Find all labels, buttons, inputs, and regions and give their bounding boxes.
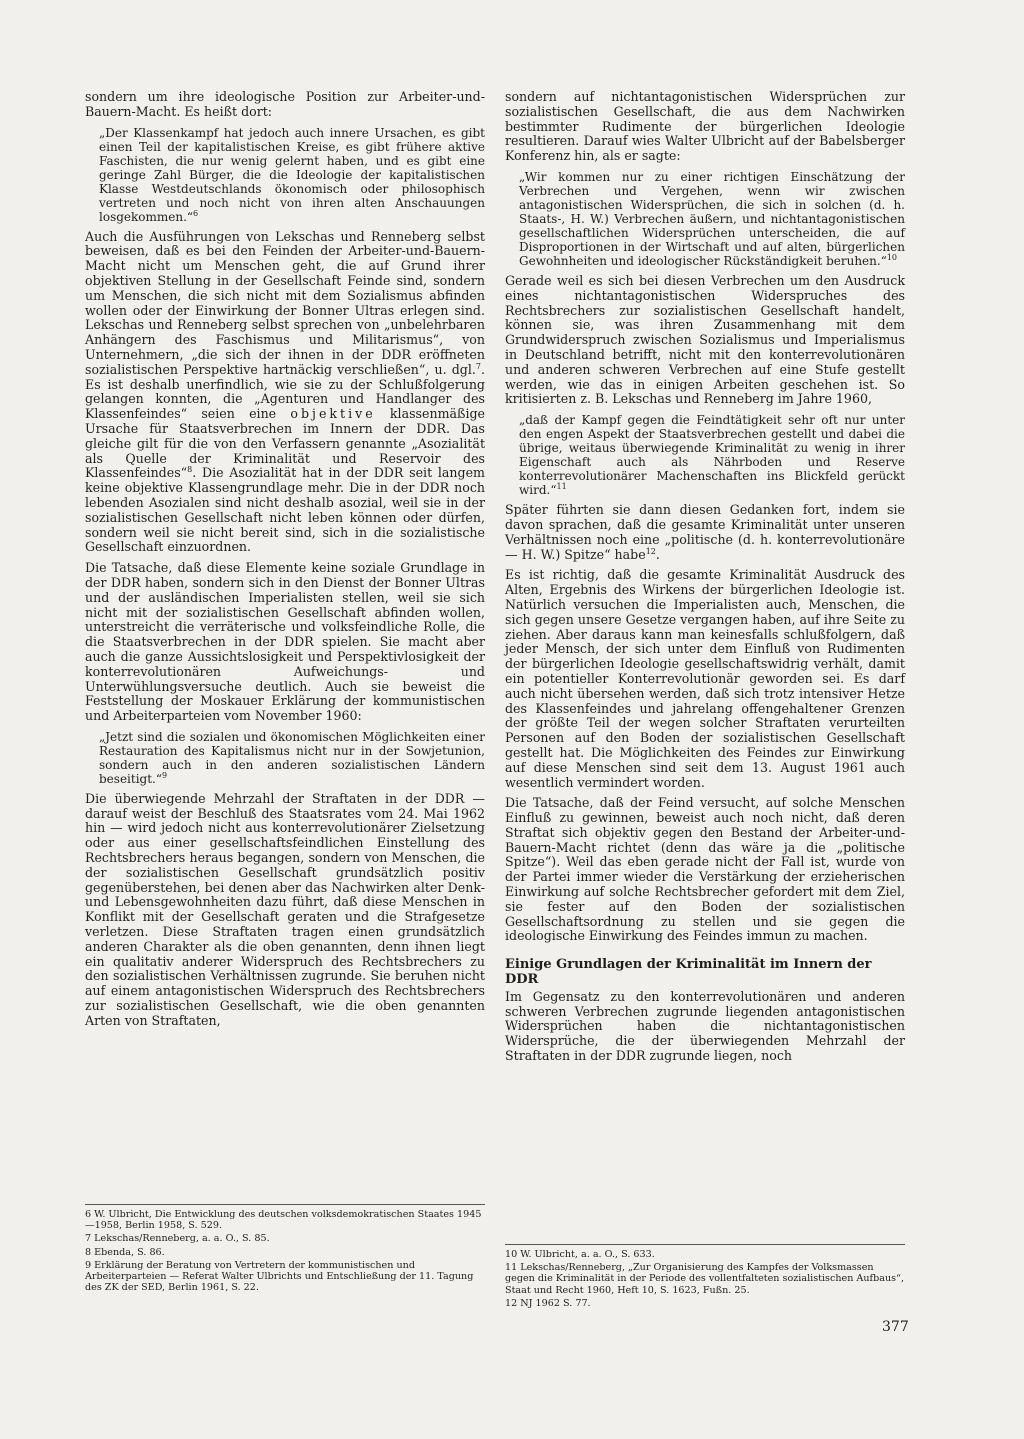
emphasized-word: objektive bbox=[290, 406, 376, 422]
paragraph bbox=[505, 796, 905, 944]
footnote-ref: 9 bbox=[162, 770, 168, 780]
footnote: 9 Erklärung der Beratung von Vertretern der kommunistischen und Arbeiterparteien — Referat Walter Ulbrichts und Entschließung der 11. Tagung des ZK der SED, Berlin 1961, S. 22. bbox=[85, 1259, 474, 1294]
footnote: 8 Ebenda, S. 86. bbox=[85, 1246, 165, 1258]
paragraph-text: Es ist richtig, daß die gesamte Kriminalität Ausdruck des Alten, Ergebnis des Wirkens der bürgerlichen Ideologie ist. Natürlich versuchen die Imperialisten auch, Menschen, die sich gegen unsere Gesetze vergangen haben, auf ihre Seite zu ziehen. Aber daraus kann man keinesfalls schlußfolgern, daß jeder Mensch, der sich unter dem Einfluß von Rudimenten der bürgerlichen Ideologie gesellschaftswidrig verhält, damit ein potentieller Konterrevolutionär geworden sei. Es darf auch nicht übersehen werden, daß sich trotz intensiver Hetze des Klassenfeindes und jahrelang offengehaltener Grenzen der größte Teil der wegen solcher Straftaten verurteilten Personen auf den Boden der sozialistischen Gesellschaft gestellt hat. Die Möglichkeiten des Feindes zur Einwirkung auf diese Menschen sind seit dem 13. August 1961 auch wesentlich vermindert worden. bbox=[505, 567, 905, 790]
paragraph-text: Die Tatsache, daß diese Elemente keine soziale Grundlage in der DDR haben, sondern sich in den Dienst der Bonner Ultras und der ausländischen Imperialisten stellen, weil sie sich nicht mit der sozialistischen Gesellschaft abfinden wollen, unterstreicht die verräterische und volksfeindliche Rolle, die die Staatsverbrechen in der DDR spielen. Sie macht aber auch die ganze Aussichtslosigkeit und Perspektivlosigkeit der konterrevolutionären Aufweichungs- und Unterwühlungsversuche deutlich. Auch sie beweist die Feststellung der Moskauer Erklärung der kommunistischen und Arbeiterparteien vom November 1960: bbox=[85, 560, 485, 724]
paragraph bbox=[505, 90, 905, 164]
footnote-ref: 12 bbox=[645, 546, 656, 556]
footnote-ref: 7 bbox=[475, 361, 481, 371]
paragraph-text: . Die Asozialität hat in der DDR seit langem keine objektive Klassengrundlage mehr. Die in der DDR noch lebenden Asozialen sind nicht deshalb asozial, weil sie in der sozialistischen Gesellschaft nicht leben können oder dürfen, sondern weil sie nicht bereit sind, sich in die sozialistische Gesellschaft einzuordnen. bbox=[85, 465, 485, 555]
paragraph bbox=[85, 90, 485, 120]
paragraph bbox=[85, 792, 485, 1029]
quotation bbox=[519, 413, 905, 497]
footnote: 6 W. Ulbricht, Die Entwicklung des deutschen volksdemokratischen Staates 1945—1958, Berlin 1958, S. 529. bbox=[85, 1209, 482, 1232]
right-column bbox=[505, 90, 905, 1070]
paragraph-text: Auch die Ausführungen von Lekschas und Renneberg selbst beweisen, daß es bei den Feinden der Arbeiter-und-Bauern-Macht nicht um Menschen geht, die auf Grund ihrer objektiven Stellung in der Gesellschaft Feinde sind, sondern um Menschen, die sich nicht mit dem Sozialismus abfinden wollen oder der Einwirkung der Bonner Ultras erlegen sind. Lekschas und Renneberg selbst sprechen von „unbelehrbaren Anhängern des Faschismus und Militarismus“, von Unternehmern, „die sich der ihnen in der DDR eröffneten sozialistischen Perspektive hartnäckig verschließen“, u. dgl. bbox=[85, 228, 485, 377]
footnote: 7 Lekschas/Renneberg, a. a. O., S. 85. bbox=[85, 1233, 270, 1245]
paragraph bbox=[505, 503, 905, 562]
paragraph-text: sondern auf nichtantagonistischen Widersprüchen zur sozialistischen Gesellschaft, die aus dem Nachwirken bestimmter Rudimente der bürgerlichen Ideologie resultieren. Darauf wies Walter Ulbricht auf der Babelsberger Konferenz hin, als er sagte: bbox=[505, 89, 905, 164]
paragraph bbox=[85, 561, 485, 724]
footnote: 12 NJ 1962 S. 77. bbox=[505, 1297, 591, 1309]
paragraph bbox=[505, 568, 905, 790]
quotation-text: „Der Klassenkampf hat jedoch auch innere Ursachen, es gibt einen Teil der kapitalistischen Kreise, es gibt frühere aktive Faschisten, die nur wenig gelernt haben, und es gibt eine geringe Zahl Bürger, die die Ideologie der kapitalistischen Klasse Westdeutschlands ökonomisch oder philosophisch vertreten und noch nicht von ihren alten Anschauungen losgekommen.“ bbox=[99, 125, 485, 224]
paragraph-text: Später führten sie dann diesen Gedanken fort, indem sie davon sprachen, daß die gesamte Kriminalität unter unseren Verhältnissen noch eine „politische (d. h. konterrevolutionäre — H. W.) Spitze“ habe bbox=[505, 502, 905, 562]
paragraph bbox=[85, 230, 485, 556]
quotation bbox=[519, 170, 905, 268]
paragraph-text: Die Tatsache, daß der Feind versucht, auf solche Menschen Einfluß zu gewinnen, beweist auch noch nicht, daß deren Straftat sich objektiv gegen den Bestand der Arbeiter-und-Bauern-Macht richtet (denn das wäre ja die „politische Spitze“). Weil das eben gerade nicht der Fall ist, wurde von der Partei immer wieder die Verstärkung der erzieherischen Einwirkung auf solche Rechtsbrecher gefordert mit dem Ziel, sie fester auf den Boden der sozialistischen Gesellschaftsordnung zu stellen und sie gegen die ideologische Einwirkung des Feindes immun zu machen. bbox=[505, 795, 905, 944]
paragraph-text: Gerade weil es sich bei diesen Verbrechen um den Ausdruck eines nichtantagonistischen Widerspruches des Rechtsbrechers zur sozialistischen Gesellschaft handelt, können sie, was ihren Zusammenhang mit dem Grundwiderspruch zwischen Sozialismus und Imperialismus in Deutschland betrifft, nicht mit den konterrevolutionären und anderen schweren Verbrechen auf eine Stufe gestellt werden, wie das in einigen Arbeiten geschehen ist. So kritisierten z. B. Lekschas und Renneberg im Jahre 1960, bbox=[505, 272, 905, 407]
paragraph-text: . bbox=[655, 546, 660, 562]
footnote: 11 Lekschas/Renneberg, „Zur Organisierung des Kampfes der Volksmassen gegen die Kriminalität in der Periode des vollentfalteten sozialistischen Aufbaus“, Staat und Recht 1960, Heft 10, S. 1623, Fußn. 25. bbox=[505, 1262, 905, 1296]
paragraph bbox=[505, 990, 905, 1064]
quotation-text: „Wir kommen nur zu einer richtigen Einschätzung der Verbrechen und Vergehen, wenn wir zwischen antagonistischen Widersprüchen, die sich in solchen (d. h. Staats-, H. W.) Verbrechen äußern, und nichtantagonistischen gesellschaftlichen Widersprüchen unterscheiden, die auf Disproportionen in der Wirtschaft und auf alten, bürgerlichen Gewohnheiten und ideologischer Rückständigkeit beruhen.“ bbox=[519, 169, 905, 268]
paragraph bbox=[505, 274, 905, 407]
paragraph-text: . Es ist deshalb unerfindlich, wie sie zu der Schlußfolgerung gelangen konnten, die „Agenturen und Handlanger des Klassenfeindes“ seien eine bbox=[85, 361, 485, 422]
left-column bbox=[85, 90, 485, 1035]
paragraph-text: Im Gegensatz zu den konterrevolutionären und anderen schweren Verbrechen zugrunde liegenden antagonistischen Widersprüchen haben die nichtantagonistischen Widersprüche, die der überwiegenden Mehrzahl der Straftaten in der DDR zugrunde liegen, noch bbox=[505, 988, 905, 1064]
paragraph-text: sondern um ihre ideologische Position zur Arbeiter-und-Bauern-Macht. Es heißt dort: bbox=[85, 89, 485, 119]
footnote-ref: 6 bbox=[193, 208, 199, 218]
section-heading: Einige Grundlagen der Kriminalität im Innern der DDR bbox=[505, 957, 872, 988]
paragraph-text: klassenmäßige Ursache für Staatsverbrechen im Innern der DDR. Das gleiche gilt für die von den Verfassern genannte „Asozialität als Quelle der Kriminalität und Reservoir des Klassenfeindes“ bbox=[85, 406, 485, 481]
footnote-ref: 11 bbox=[556, 482, 567, 492]
footnotes-right bbox=[505, 1244, 905, 1311]
footnotes-left bbox=[85, 1204, 485, 1295]
quotation bbox=[99, 730, 485, 786]
page-number: 377 bbox=[882, 1319, 909, 1335]
footnote-ref: 8 bbox=[187, 465, 193, 475]
footnote: 10 W. Ulbricht, a. a. O., S. 633. bbox=[505, 1249, 655, 1260]
quotation bbox=[99, 126, 485, 224]
footnote-ref: 10 bbox=[886, 252, 898, 262]
paragraph-text: Die überwiegende Mehrzahl der Straftaten in der DDR — darauf weist der Beschluß des Staatsrates vom 24. Mai 1962 hin — wird jedoch nicht aus konterrevolutionärer Zielsetzung oder aus einer gesellschaftsfeindlichen Einstellung des Rechtsbrechers heraus begangen, sondern von Menschen, die der sozialistischen Gesellschaft grundsätzlich positiv gegenüberstehen, bei denen aber das Nachwirken alter Denk- und Lebensgewohnheiten dazu führt, daß diese Menschen in Konflikt mit der Gesellschaft geraten und die Strafgesetze verletzen. Diese Straftaten tragen einen grundsätzlich anderen Charakter als die oben genannten, denn ihnen liegt ein qualitativ anderer Widerspruch des Rechtsbrechers zu den sozialistischen Verhältnissen zugrunde. Sie beruhen nicht auf einem antagonistischen Widerspruch des Rechtsbrechers zur sozialistischen Gesellschaft, wie die oben genannten Arten von Straftaten, bbox=[85, 790, 485, 1028]
quotation-text: „Jetzt sind die sozialen und ökonomischen Möglichkeiten einer Restauration des Kapitalismus nicht nur in der Sowjetunion, sondern auch in den anderen sozialistischen Ländern beseitigt.“ bbox=[99, 729, 485, 786]
quotation-text: „daß der Kampf gegen die Feindtätigkeit sehr oft nur unter den engen Aspekt der Staatsverbrechen gestellt und dabei die übrige, weitaus überwiegende Kriminalität zu wenig in ihrer Eigenschaft auch als Nährboden und Reserve konterrevolutionärer Machenschaften ins Blickfeld gerückt wird.“ bbox=[519, 413, 905, 498]
